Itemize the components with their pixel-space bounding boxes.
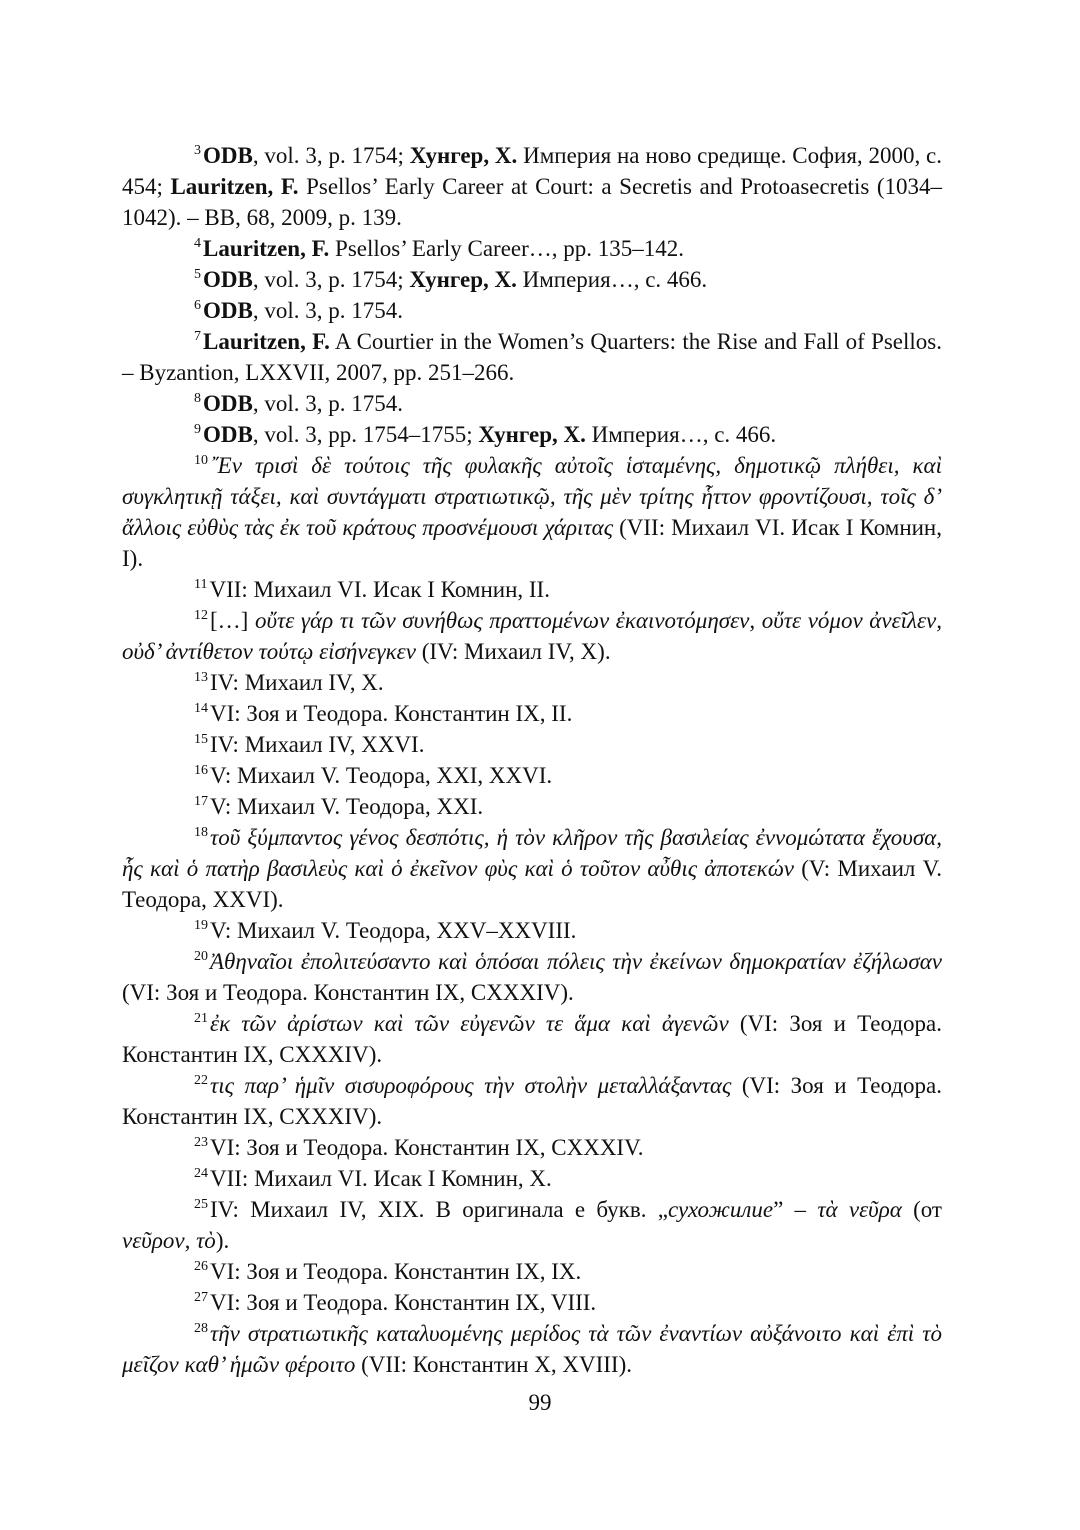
footnote-10	[122, 450, 942, 574]
footnote-text: Империя на ново средище. София, 2000, с. 454;	[122, 143, 942, 199]
footnote-marker: 16	[194, 763, 208, 778]
footnote-text: Psellos’ Early Career…, pp. 135–142.	[329, 236, 685, 261]
footnote-3	[122, 140, 942, 233]
footnote-text: VII: Михаил VI. Исак I Комнин, II.	[209, 577, 550, 602]
author-name: ODB	[203, 422, 253, 447]
author-name: ODB	[203, 143, 253, 168]
footnote-8	[122, 388, 942, 419]
footnote-marker: 8	[194, 391, 201, 406]
italic-quote: τῆν στρατιωτικῆς καταλυομένης μερίδος τὰ τῶν ἐναντίων αὐξάνοιτο καὶ ἐπὶ τὸ μεῖζον καθ’ ἡμῶν φέροιτο	[122, 1321, 942, 1377]
footnote-marker: 11	[194, 577, 208, 592]
author-name: Хунгер, Х.	[409, 267, 517, 292]
footnote-marker: 13	[194, 670, 208, 685]
footnote-text: ).	[215, 1228, 230, 1253]
footnote-text: (от	[901, 1197, 942, 1222]
footnote-marker: 6	[194, 298, 201, 313]
footnote-text: (VII: Михаил VI. Исак I Комнин, I).	[122, 515, 942, 571]
footnote-text: (V: Михаил V. Теодора, XXVI).	[122, 856, 942, 912]
footnote-marker: 3	[194, 143, 201, 158]
footnotes-block	[122, 140, 942, 1380]
footnote-text: Империя…, с. 466.	[516, 267, 708, 292]
author-name: Lauritzen, F.	[203, 236, 330, 261]
footnote-text: IV: Михаил IV, XIX. В оригинала е букв. „	[210, 1197, 668, 1222]
footnote-18	[122, 822, 942, 915]
footnote-marker: 26	[194, 1259, 208, 1274]
author-name: Хунгер, Х.	[409, 143, 518, 168]
italic-quote: ἐκ τῶν ἀρίστων καὶ τῶν εὐγενῶν τε ἅμα καὶ ἀγενῶν	[210, 1011, 729, 1036]
footnote-text: […]	[210, 608, 255, 633]
author-name: ODB	[203, 298, 253, 323]
footnote-25	[122, 1194, 942, 1256]
footnote-marker: 22	[194, 1073, 208, 1088]
author-name: Lauritzen, F.	[203, 329, 330, 354]
footnote-4	[122, 233, 942, 264]
footnote-22	[122, 1070, 942, 1132]
footnote-text: VI: Зоя и Теодора. Константин IX, VIII.	[210, 1290, 597, 1315]
author-name: Lauritzen, F.	[170, 174, 299, 199]
footnote-9	[122, 419, 942, 450]
footnote-marker: 24	[194, 1166, 208, 1181]
author-name: ODB	[203, 267, 253, 292]
italic-quote: τὰ νεῦρα	[817, 1197, 902, 1222]
footnote-marker: 15	[194, 732, 208, 747]
footnote-marker: 10	[194, 453, 208, 468]
footnote-marker: 5	[194, 267, 201, 282]
footnote-20	[122, 946, 942, 1008]
footnote-19	[122, 915, 942, 946]
footnote-text: , vol. 3, p. 1754;	[252, 267, 410, 292]
footnote-text: V: Михаил V. Теодора, XXI.	[210, 794, 484, 819]
footnote-marker: 18	[194, 825, 208, 840]
footnote-text: (VI: Зоя и Теодора. Константин IX, CXXXIV).	[122, 1073, 942, 1129]
page-number: 99	[528, 1390, 552, 1415]
footnote-text: Psellos’ Early Career at Court: a Secretis and Protoasecretis (1034–1042). – BB, 68, 2009, p. 139.	[122, 174, 942, 230]
footnote-marker: 14	[194, 701, 208, 716]
footnote-23	[122, 1132, 942, 1163]
footnote-text: VII: Михаил VI. Исак I Комнин, X.	[210, 1166, 552, 1191]
footnote-text: , vol. 3, pp. 1754–1755;	[252, 422, 479, 447]
footnote-text: VI: Зоя и Теодора. Константин IX, II.	[210, 701, 573, 726]
footnote-marker: 7	[194, 329, 201, 344]
footnote-text: ” –	[773, 1197, 818, 1222]
footnote-marker: 28	[194, 1321, 208, 1336]
footnote-marker: 9	[194, 422, 201, 437]
footnote-text: VI: Зоя и Теодора. Константин IX, CXXXIV.	[210, 1135, 644, 1160]
footnote-marker: 12	[194, 608, 208, 623]
italic-quote: ῎Εν τρισὶ δὲ τούτοις τῆς φυλακῆς αὐτοῖς ἱσταμένης, δημοτικῷ πλήθει, καὶ συγκλητικῇ τάξει, καὶ συντάγματι στρατιωτικῷ, τῆς μὲν τρίτης ἧττον φροντίζουσι, τοῖς δ’ ἄλλοις εὐθὺς τὰς ἐκ τοῦ κράτους προσνέμουσι χάριτας	[122, 453, 942, 540]
footnote-marker: 27	[194, 1290, 208, 1305]
footnote-text: (IV: Михаил IV, X).	[415, 639, 611, 664]
italic-quote: τις παρ’ ἡμῖν σισυροφόρους τὴν στολὴν μεταλλάξαντας	[210, 1073, 732, 1098]
footnote-text: IV: Михаил IV, X.	[210, 670, 384, 695]
footnote-text: IV: Михаил IV, XXVI.	[210, 732, 425, 757]
footnote-text: (VI: Зоя и Теодора. Константин IX, CXXXIV).	[122, 980, 574, 1005]
footnote-24	[122, 1163, 942, 1194]
italic-quote: сухожилие	[667, 1197, 774, 1222]
footnote-text: , vol. 3, p. 1754.	[252, 298, 403, 323]
footnote-14	[122, 698, 942, 729]
footnote-15	[122, 729, 942, 760]
footnote-marker: 25	[194, 1197, 208, 1212]
footnote-21	[122, 1008, 942, 1070]
footnote-text: VI: Зоя и Теодора. Константин IX, IX.	[210, 1259, 582, 1284]
footnote-marker: 21	[194, 1011, 208, 1026]
footnote-text: Империя…, с. 466.	[585, 422, 777, 447]
footnote-marker: 23	[194, 1135, 208, 1150]
footnote-text: (VI: Зоя и Теодора. Константин IX, CXXXIV).	[122, 1011, 943, 1067]
footnote-text: (VII: Константин X, XVIII).	[355, 1352, 633, 1377]
footnote-text: , vol. 3, p. 1754.	[252, 391, 403, 416]
footnote-marker: 20	[194, 949, 208, 964]
footnote-17	[122, 791, 942, 822]
italic-quote: οὔτε γάρ τι τῶν συνήθως πραττομένων ἐκαινοτόμησεν, οὔτε νόμον ἀνεῖλεν, οὐδ’ ἀντίθετον τούτῳ εἰσήνεγκεν	[122, 608, 942, 664]
footnote-marker: 19	[194, 918, 208, 933]
footnote-28	[122, 1318, 942, 1380]
footnote-text: A Courtier in the Women’s Quarters: the Rise and Fall of Psellos. – Byzantion, LXXVII, 2007, pp. 251–266.	[122, 329, 942, 385]
author-name: Хунгер, Х.	[478, 422, 586, 447]
footnote-text: V: Михаил V. Теодора, XXI, XXVI.	[210, 763, 553, 788]
footnote-26	[122, 1256, 942, 1287]
footnote-text: , vol. 3, p. 1754;	[252, 143, 410, 168]
italic-quote: τοῦ ξύμπαντος γένος δεσπότις, ἡ τὸν κλῆρον τῆς βασιλείας ἐννομώτατα ἔχουσα, ἧς καὶ ὁ πατὴρ βασιλεὺς καὶ ὁ ἐκεῖνον φὺς καὶ ὁ τοῦτον αὖθις ἀποτεκών	[122, 825, 942, 881]
footnote-27	[122, 1287, 942, 1318]
author-name: ODB	[203, 391, 253, 416]
footnote-marker: 4	[194, 236, 201, 251]
footnote-16	[122, 760, 942, 791]
footnote-12	[122, 605, 942, 667]
footnote-13	[122, 667, 942, 698]
footnote-7	[122, 326, 942, 388]
italic-quote: Ἀθηναῖοι ἐπολιτεύσαντο καὶ ὁπόσαι πόλεις τὴν ἐκείνων δημοκρατίαν ἐζήλωσαν	[210, 949, 942, 974]
footnote-5	[122, 264, 942, 295]
footnote-11	[122, 574, 942, 605]
footnote-text: V: Михаил V. Теодора, XXV–XXVIII.	[210, 918, 577, 943]
footnote-marker: 17	[194, 794, 208, 809]
italic-quote: νεῦρον, τὸ	[122, 1228, 216, 1253]
footnote-6	[122, 295, 942, 326]
